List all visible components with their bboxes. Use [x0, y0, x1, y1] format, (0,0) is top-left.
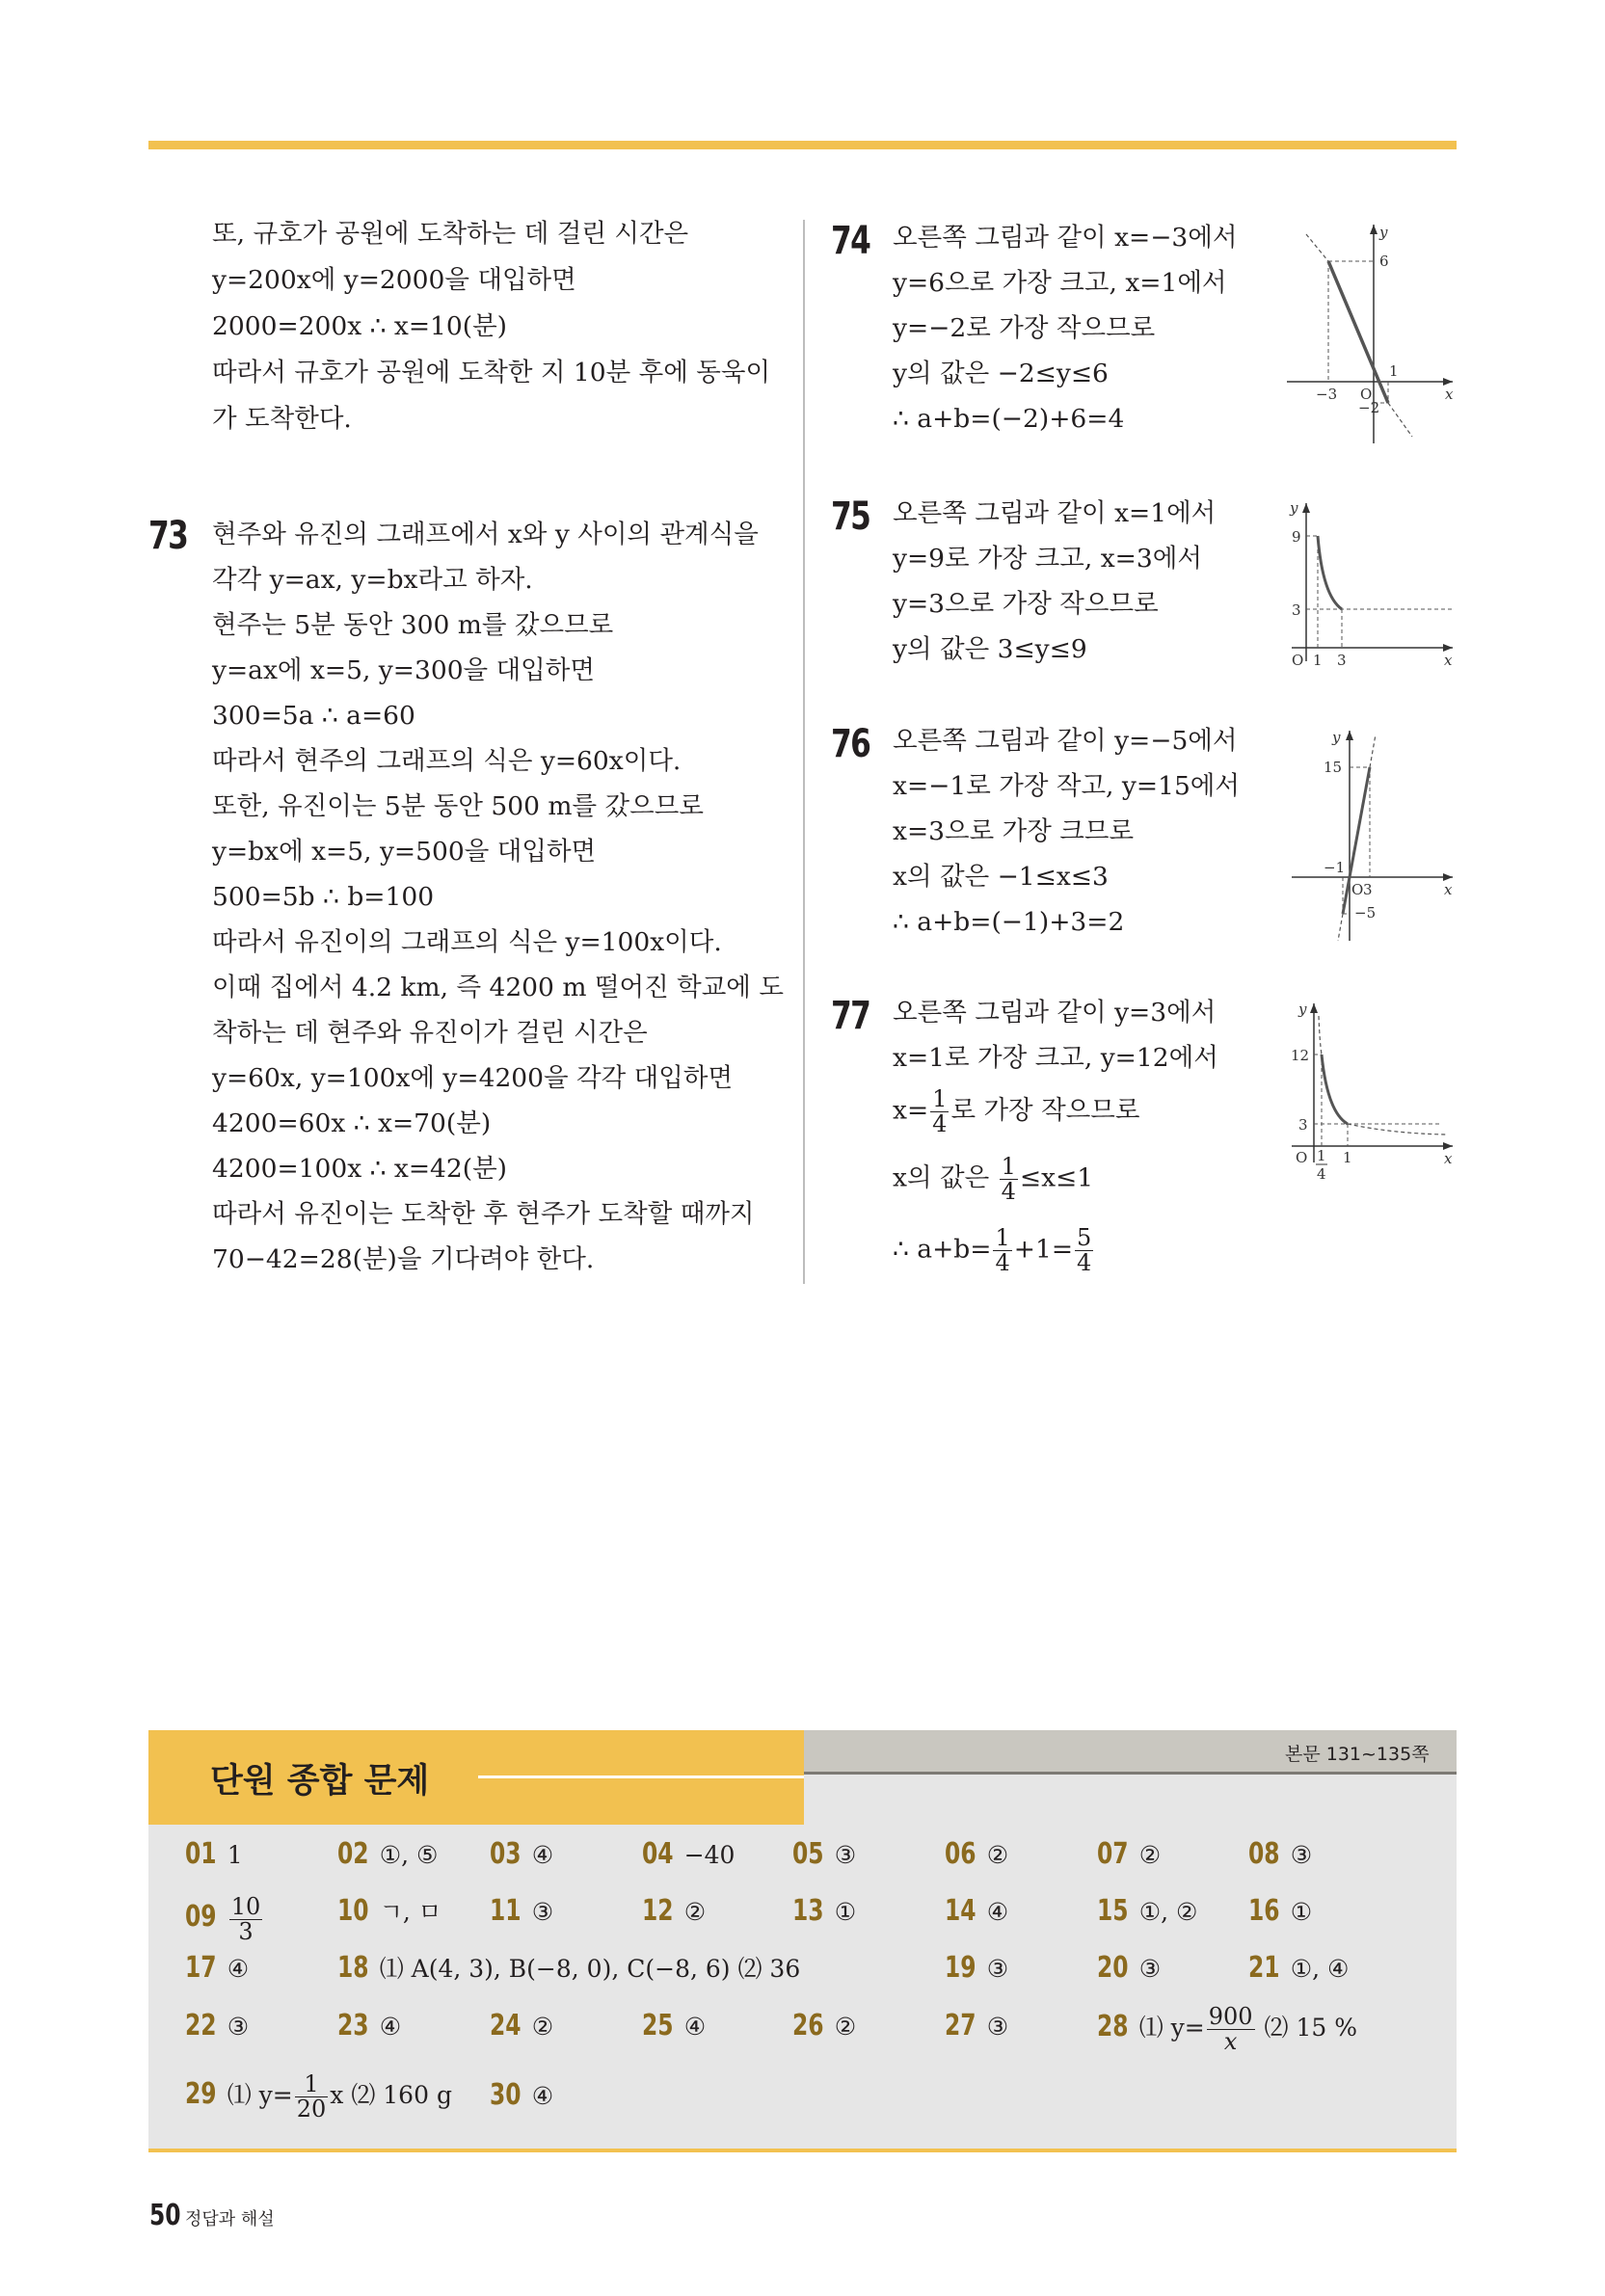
- answer-item: [1248, 1952, 1349, 1986]
- summary-title: 단원 종합 문제: [210, 1762, 430, 1801]
- answer-value: ②: [1138, 1841, 1162, 1869]
- text-line: 따라서 유진이의 그래프의 식은 y=100x이다.: [212, 927, 722, 957]
- answer-item: [337, 1895, 441, 1929]
- text-segment: x의 값은: [893, 1162, 990, 1193]
- summary-page-reference: 본문 131~135쪽: [1285, 1744, 1430, 1765]
- text-line: x의 값은 −1≤x≤3: [893, 862, 1109, 892]
- answer-number: 27: [945, 2009, 976, 2042]
- text-line: y의 값은 3≤y≤9: [893, 634, 1087, 664]
- text-segment: ≤x≤1: [1019, 1162, 1094, 1193]
- tick-label: 3: [1298, 1116, 1308, 1134]
- text-segment: ∴ a+b=: [893, 1234, 992, 1265]
- answer-value: ②: [531, 2013, 554, 2041]
- axis-label: x: [1444, 1150, 1453, 1167]
- text-line: y=ax에 x=5, y=300을 대입하면: [212, 655, 595, 685]
- text-line: y=9로 가장 크고, x=3에서: [893, 544, 1202, 574]
- text-segment: +1=: [1013, 1234, 1074, 1265]
- answer-item: [1248, 1895, 1312, 1929]
- answer-value: ③: [986, 1955, 1009, 1983]
- tick-label: 3: [1337, 652, 1347, 669]
- text-line: 4200=100x ∴ x=42(분): [212, 1154, 508, 1184]
- answer-value: ⑴ A(4, 3), B(−8, 0), C(−8, 6) ⑵ 36: [379, 1955, 801, 1983]
- answer-value: ㄱ, ㅁ: [379, 1898, 441, 1926]
- answer-value: ③: [1138, 1955, 1162, 1983]
- text-line: 오른쪽 그림과 같이 y=3에서: [893, 998, 1217, 1028]
- summary-header-rule: [804, 1772, 1457, 1775]
- answer-value: ②: [683, 1898, 707, 1926]
- answer-number: 10: [337, 1894, 369, 1928]
- answer-item: [642, 2010, 706, 2043]
- answer-value: ③: [1290, 1841, 1313, 1869]
- tick-label: 15: [1324, 759, 1343, 776]
- axis-label: y: [1298, 1001, 1307, 1018]
- text-line: y=−2로 가장 작으므로: [893, 313, 1156, 343]
- text-line: x=1로 가장 크고, y=12에서: [893, 1043, 1218, 1073]
- answer-number: 02: [337, 1837, 369, 1871]
- answer-number: 22: [185, 2009, 217, 2042]
- axis-label: x: [1444, 652, 1453, 669]
- text-line: y=6으로 가장 크고, x=1에서: [893, 268, 1227, 298]
- answer-value: ⑴ y=: [1138, 2014, 1205, 2042]
- text-line: [893, 1155, 1093, 1204]
- answer-item: [337, 1952, 800, 1986]
- text-line: 오른쪽 그림과 같이 x=1에서: [893, 498, 1217, 528]
- tick-label: O: [1292, 652, 1304, 669]
- answer-item: [185, 1838, 243, 1872]
- problem-number: 76: [831, 722, 870, 766]
- answer-item: [490, 2010, 553, 2043]
- text-line: 500=5b ∴ b=100: [212, 882, 435, 912]
- text-line: [893, 1226, 1095, 1275]
- answer-number: 01: [185, 1837, 217, 1871]
- text-segment: x=: [893, 1095, 929, 1126]
- answer-item: [792, 2010, 856, 2043]
- fraction: [295, 2072, 329, 2122]
- tick-label: 1: [1313, 652, 1323, 669]
- graph-76: [1287, 727, 1460, 944]
- tick-label: −3: [1316, 386, 1338, 403]
- numerator: 10: [230, 1893, 261, 1920]
- fraction: [229, 1895, 263, 1944]
- tick-label: −1: [1324, 859, 1346, 876]
- answer-number: 26: [792, 2009, 824, 2042]
- answer-value: ④: [227, 1955, 250, 1983]
- tick-label: 1: [1389, 362, 1399, 380]
- text-segment: 로 가장 작으므로: [950, 1095, 1140, 1126]
- numerator: 5: [1077, 1224, 1092, 1251]
- answer-number: 06: [945, 1837, 976, 1871]
- answer-item: [185, 1952, 249, 1986]
- numerator: 1: [1001, 1153, 1016, 1180]
- fraction: [1207, 2005, 1255, 2054]
- numerator: 900: [1208, 2003, 1253, 2030]
- answer-value: ④: [531, 2082, 554, 2110]
- answer-value: ①: [1290, 1898, 1313, 1926]
- numerator: 1: [295, 2072, 329, 2097]
- answer-number: 17: [185, 1951, 217, 1985]
- answer-item: [185, 2010, 249, 2043]
- answer-item: [945, 1895, 1008, 1929]
- text-line: y=200x에 y=2000을 대입하면: [212, 265, 576, 295]
- answer-item: [642, 1838, 735, 1872]
- tick-label: 1: [1317, 1147, 1326, 1164]
- denominator: 4: [995, 1249, 1010, 1277]
- text-line: x=−1로 가장 작고, y=15에서: [893, 771, 1240, 801]
- answer-item: [792, 1895, 856, 1929]
- answer-number: 09: [185, 1900, 217, 1935]
- column-divider: [803, 220, 805, 1284]
- axis-label: y: [1379, 224, 1388, 241]
- answer-item: [792, 1838, 856, 1872]
- problem-number: 74: [831, 219, 870, 263]
- answer-item: [337, 1838, 438, 1872]
- answer-item: [945, 2010, 1008, 2043]
- text-line: ∴ a+b=(−2)+6=4: [893, 404, 1125, 434]
- text-line: 또, 규호가 공원에 도착하는 데 걸린 시간은: [212, 219, 689, 249]
- answer-value: ⑵ 15 %: [1264, 2014, 1357, 2042]
- fraction: [930, 1087, 949, 1136]
- answer-item: [490, 2079, 553, 2113]
- text-line: 따라서 유진이는 도착한 후 현주가 도착할 때까지: [212, 1199, 755, 1229]
- answer-number: 11: [490, 1894, 522, 1928]
- numerator: 1: [932, 1085, 948, 1112]
- answer-number: 08: [1248, 1837, 1280, 1871]
- text-line: y=60x, y=100x에 y=4200을 각각 대입하면: [212, 1063, 734, 1093]
- answer-value: ②: [986, 1841, 1009, 1869]
- answer-item: [1097, 1838, 1161, 1872]
- answer-item: [490, 1838, 553, 1872]
- tick-label: 9: [1292, 528, 1301, 546]
- answer-number: 21: [1248, 1951, 1280, 1985]
- graph-75: [1287, 499, 1460, 673]
- denominator: 3: [238, 1918, 254, 1946]
- tick-label: −2: [1358, 399, 1380, 416]
- text-line: 300=5a ∴ a=60: [212, 701, 415, 731]
- answer-value: ②: [834, 2013, 857, 2041]
- answer-number: 29: [185, 2077, 217, 2112]
- answer-value: ①: [834, 1898, 857, 1926]
- tick-label: 3: [1292, 601, 1301, 619]
- denominator: 20: [296, 2096, 327, 2123]
- answer-value: 1: [227, 1841, 243, 1869]
- answer-value: −40: [683, 1841, 736, 1869]
- answer-number: 05: [792, 1837, 824, 1871]
- fraction: [1075, 1226, 1093, 1275]
- answer-number: 28: [1097, 2010, 1129, 2044]
- denominator: x: [1223, 2028, 1238, 2056]
- answer-value: ④: [531, 1841, 554, 1869]
- text-line: 오른쪽 그림과 같이 y=−5에서: [893, 726, 1238, 756]
- answer-value: x ⑵ 160 g: [330, 2081, 452, 2110]
- text-line: 이때 집에서 4.2 km, 즉 4200 m 떨어진 학교에 도: [212, 973, 784, 1002]
- axis-label: x: [1444, 881, 1453, 898]
- text-line: x=3으로 가장 크므로: [893, 816, 1135, 846]
- answer-number: 04: [642, 1837, 674, 1871]
- answer-value: ①, ⑤: [379, 1841, 439, 1869]
- answer-item: [490, 1895, 553, 1929]
- problem-number: 75: [831, 494, 870, 539]
- answer-value: ③: [531, 1898, 554, 1926]
- top-rule: [148, 141, 1457, 149]
- footer-label: 정답과 해설: [185, 2209, 275, 2229]
- text-line: 가 도착한다.: [212, 404, 352, 434]
- tick-label: 4: [1317, 1165, 1326, 1183]
- answer-number: 18: [337, 1951, 369, 1985]
- answer-value: ③: [834, 1841, 857, 1869]
- text-line: 2000=200x ∴ x=10(분): [212, 311, 508, 341]
- answer-value: ③: [227, 2013, 250, 2041]
- answer-item: [1097, 1952, 1161, 1986]
- answer-number: 30: [490, 2078, 522, 2112]
- answer-item: [945, 1952, 1008, 1986]
- text-line: ∴ a+b=(−1)+3=2: [893, 907, 1125, 937]
- graph-74: [1287, 220, 1460, 446]
- answer-number: 14: [945, 1894, 976, 1928]
- text-line: 4200=60x ∴ x=70(분): [212, 1108, 492, 1138]
- denominator: 4: [1077, 1249, 1092, 1277]
- numerator: 1: [995, 1224, 1010, 1251]
- axis-label: x: [1445, 386, 1454, 403]
- tick-label: 3: [1363, 881, 1373, 898]
- answer-number: 07: [1097, 1837, 1129, 1871]
- answer-item: [1097, 2005, 1357, 2054]
- text-line: 따라서 규호가 공원에 도착한 지 10분 후에 동욱이: [212, 358, 771, 387]
- fraction: [1000, 1155, 1018, 1204]
- axis-label: y: [1290, 499, 1298, 517]
- text-line: 70−42=28(분)을 기다려야 한다.: [212, 1244, 595, 1274]
- answer-value: ⑴ y=: [227, 2081, 293, 2110]
- denominator: 4: [932, 1110, 948, 1138]
- answer-item: [945, 1838, 1008, 1872]
- text-line: 착하는 데 현주와 유진이가 걸린 시간은: [212, 1018, 648, 1048]
- answer-number: 20: [1097, 1951, 1129, 1985]
- problem-number: 73: [148, 514, 188, 558]
- tick-label: O: [1296, 1149, 1308, 1166]
- text-line: y=3으로 가장 작으므로: [893, 589, 1159, 619]
- text-line: 각각 y=ax, y=bx라고 하자.: [212, 565, 533, 595]
- tick-label: 6: [1379, 253, 1389, 270]
- page-number: 50: [149, 2199, 181, 2232]
- tick-label: 12: [1291, 1047, 1310, 1064]
- text-line: 또한, 유진이는 5분 동안 500 m를 갔으므로: [212, 791, 704, 821]
- fraction: [993, 1226, 1011, 1275]
- text-line: y=bx에 x=5, y=500을 대입하면: [212, 837, 597, 867]
- answer-item: [337, 2010, 401, 2043]
- text-line: [893, 1087, 1139, 1136]
- answer-value: ④: [683, 2013, 707, 2041]
- answer-number: 19: [945, 1951, 976, 1985]
- graph-77: [1287, 999, 1460, 1196]
- text-line: 오른쪽 그림과 같이 x=−3에서: [893, 223, 1238, 253]
- answer-value: ①, ②: [1138, 1898, 1198, 1926]
- axis-label: y: [1332, 729, 1341, 746]
- answer-item: [185, 1895, 264, 1944]
- text-line: 현주와 유진의 그래프에서 x와 y 사이의 관계식을: [212, 520, 759, 549]
- answer-number: 12: [642, 1894, 674, 1928]
- text-line: 현주는 5분 동안 300 m를 갔으므로: [212, 610, 614, 640]
- answer-number: 13: [792, 1894, 824, 1928]
- answer-value: ④: [379, 2013, 402, 2041]
- answer-number: 25: [642, 2009, 674, 2042]
- tick-label: O: [1351, 881, 1364, 898]
- text-line: 따라서 현주의 그래프의 식은 y=60x이다.: [212, 746, 682, 776]
- answer-number: 23: [337, 2009, 369, 2042]
- summary-bottom-rule: [148, 2149, 1457, 2152]
- answer-value: ④: [986, 1898, 1009, 1926]
- answer-number: 16: [1248, 1894, 1280, 1928]
- problem-number: 77: [831, 994, 870, 1038]
- denominator: 4: [1001, 1178, 1016, 1206]
- summary-title-rule: [478, 1775, 804, 1778]
- text-line: y의 값은 −2≤y≤6: [893, 359, 1109, 388]
- tick-label: O: [1360, 386, 1373, 403]
- answer-item: [185, 2072, 452, 2122]
- answer-item: [642, 1895, 706, 1929]
- tick-label: 1: [1343, 1149, 1352, 1166]
- tick-label: −5: [1354, 904, 1377, 921]
- answer-item: [1248, 1838, 1312, 1872]
- answer-item: [1097, 1895, 1197, 1929]
- answer-number: 15: [1097, 1894, 1129, 1928]
- answer-number: 03: [490, 1837, 522, 1871]
- answer-number: 24: [490, 2009, 522, 2042]
- answer-value: ③: [986, 2013, 1009, 2041]
- answer-value: ①, ④: [1290, 1955, 1350, 1983]
